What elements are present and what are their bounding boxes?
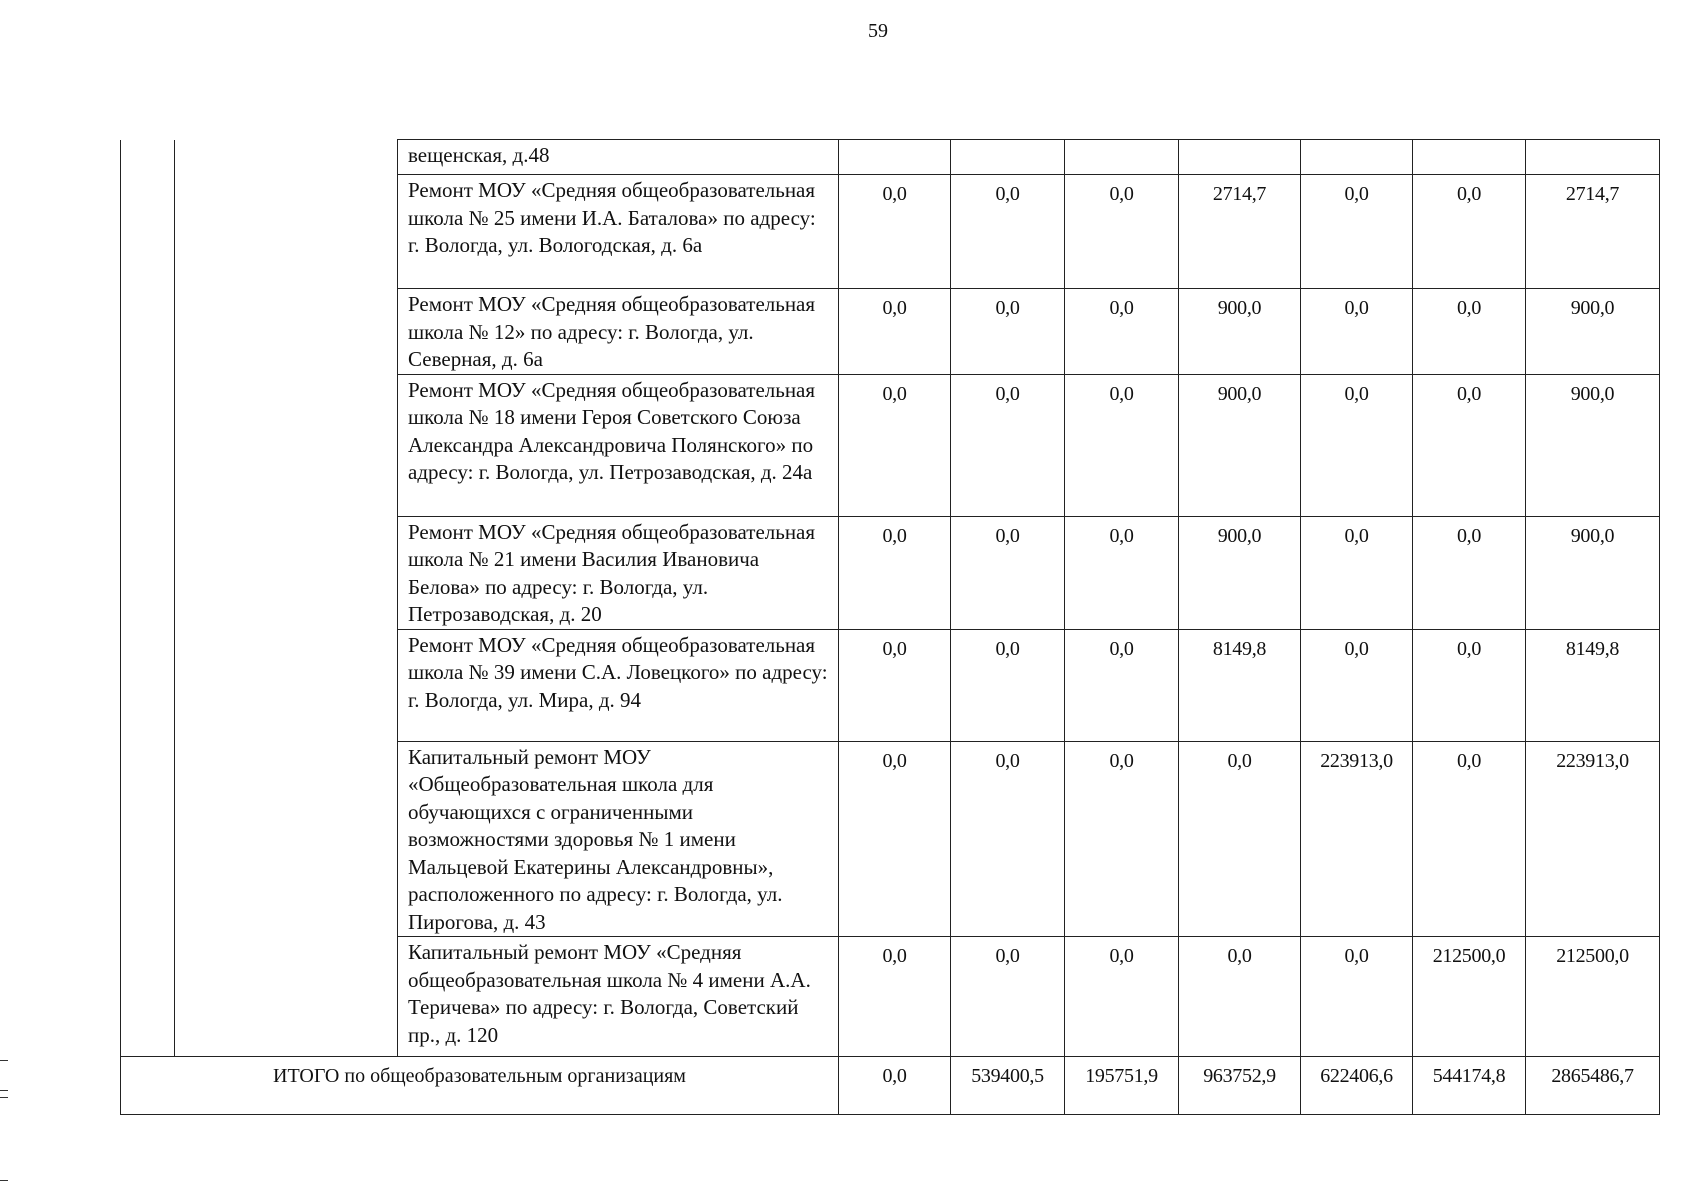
value-cell: 0,0 bbox=[1301, 937, 1413, 1057]
value-cell: 0,0 bbox=[839, 289, 951, 375]
total-value-cell: 544174,8 bbox=[1413, 1057, 1526, 1115]
value-cell: 0,0 bbox=[1065, 937, 1179, 1057]
row-description: Капитальный ремонт МОУ «Общеобразовательная школа для обучающихся с ограниченными возможностями здоровья № 1 имени Мальцевой Екатерины Александровны», расположенного по адресу: г. Вологда, ул. Пирогова, д. 43 bbox=[398, 741, 839, 937]
row-description: Ремонт МОУ «Средняя общеобразовательная школа № 12» по адресу: г. Вологда, ул. Северная, д. 6а bbox=[398, 289, 839, 375]
value-cell: 0,0 bbox=[951, 374, 1065, 516]
scan-mark bbox=[0, 1097, 8, 1098]
value-cell bbox=[1179, 140, 1301, 175]
value-cell: 0,0 bbox=[839, 175, 951, 289]
value-cell: 900,0 bbox=[1526, 516, 1660, 629]
row-description: вещенская, д.48 bbox=[398, 140, 839, 175]
value-cell: 0,0 bbox=[1413, 741, 1526, 937]
value-cell: 0,0 bbox=[951, 937, 1065, 1057]
total-value-cell: 539400,5 bbox=[951, 1057, 1065, 1115]
value-cell: 0,0 bbox=[839, 741, 951, 937]
row-description: Ремонт МОУ «Средняя общеобразовательная школа № 21 имени Василия Ивановича Белова» по адресу: г. Вологда, ул. Петрозаводская, д. 20 bbox=[398, 516, 839, 629]
value-cell: 900,0 bbox=[1179, 516, 1301, 629]
value-cell: 0,0 bbox=[1301, 374, 1413, 516]
value-cell: 0,0 bbox=[1413, 175, 1526, 289]
value-cell: 0,0 bbox=[1065, 741, 1179, 937]
value-cell: 0,0 bbox=[1065, 516, 1179, 629]
value-cell: 0,0 bbox=[1413, 374, 1526, 516]
row-description: Ремонт МОУ «Средняя общеобразовательная школа № 39 имени С.А. Ловецкого» по адресу: г. Вологда, ул. Мира, д. 94 bbox=[398, 629, 839, 741]
value-cell: 8149,8 bbox=[1526, 629, 1660, 741]
value-cell: 0,0 bbox=[1413, 629, 1526, 741]
total-label: ИТОГО по общеобразовательным организациям bbox=[121, 1057, 839, 1115]
value-cell: 0,0 bbox=[951, 289, 1065, 375]
scan-mark bbox=[0, 1060, 8, 1061]
total-value-cell: 2865486,7 bbox=[1526, 1057, 1660, 1115]
value-cell bbox=[839, 140, 951, 175]
budget-table bbox=[120, 139, 1660, 1115]
scan-mark bbox=[0, 1180, 8, 1181]
value-cell: 0,0 bbox=[1301, 175, 1413, 289]
value-cell: 212500,0 bbox=[1413, 937, 1526, 1057]
value-cell: 8149,8 bbox=[1179, 629, 1301, 741]
value-cell: 0,0 bbox=[1065, 629, 1179, 741]
value-cell bbox=[1413, 140, 1526, 175]
value-cell: 0,0 bbox=[1065, 289, 1179, 375]
value-cell: 0,0 bbox=[951, 516, 1065, 629]
value-cell: 0,0 bbox=[951, 741, 1065, 937]
row-description: Капитальный ремонт МОУ «Средняя общеобразовательная школа № 4 имени А.А. Теричева» по адресу: г. Вологда, Советский пр., д. 120 bbox=[398, 937, 839, 1057]
value-cell bbox=[1301, 140, 1413, 175]
value-cell: 0,0 bbox=[1179, 937, 1301, 1057]
value-cell: 212500,0 bbox=[1526, 937, 1660, 1057]
value-cell: 0,0 bbox=[1413, 516, 1526, 629]
value-cell: 900,0 bbox=[1526, 374, 1660, 516]
row-description: Ремонт МОУ «Средняя общеобразовательная школа № 25 имени И.А. Баталова» по адресу: г. Вологда, ул. Вологодская, д. 6а bbox=[398, 175, 839, 289]
blank-cell-b bbox=[175, 140, 398, 1057]
value-cell: 0,0 bbox=[839, 629, 951, 741]
value-cell: 2714,7 bbox=[1179, 175, 1301, 289]
value-cell: 0,0 bbox=[1065, 374, 1179, 516]
value-cell: 0,0 bbox=[839, 516, 951, 629]
table-row bbox=[121, 140, 1660, 175]
value-cell: 0,0 bbox=[1301, 289, 1413, 375]
row-description: Ремонт МОУ «Средняя общеобразовательная школа № 18 имени Героя Советского Союза Александра Александровича Полянского» по адресу: г. Вологда, ул. Петрозаводская, д. 24а bbox=[398, 374, 839, 516]
value-cell: 223913,0 bbox=[1301, 741, 1413, 937]
value-cell: 0,0 bbox=[1301, 516, 1413, 629]
value-cell: 0,0 bbox=[1179, 741, 1301, 937]
blank-cell-a bbox=[121, 140, 175, 1057]
total-value-cell: 963752,9 bbox=[1179, 1057, 1301, 1115]
total-row bbox=[121, 1057, 1660, 1115]
page-number: 59 bbox=[868, 20, 888, 42]
value-cell: 0,0 bbox=[951, 629, 1065, 741]
total-value-cell: 622406,6 bbox=[1301, 1057, 1413, 1115]
value-cell: 0,0 bbox=[1065, 175, 1179, 289]
value-cell bbox=[1065, 140, 1179, 175]
value-cell: 0,0 bbox=[1301, 629, 1413, 741]
scan-mark bbox=[0, 1090, 8, 1091]
value-cell: 900,0 bbox=[1179, 374, 1301, 516]
value-cell: 2714,7 bbox=[1526, 175, 1660, 289]
value-cell: 900,0 bbox=[1179, 289, 1301, 375]
value-cell: 0,0 bbox=[951, 175, 1065, 289]
value-cell: 0,0 bbox=[839, 937, 951, 1057]
total-value-cell: 0,0 bbox=[839, 1057, 951, 1115]
value-cell: 0,0 bbox=[839, 374, 951, 516]
value-cell bbox=[951, 140, 1065, 175]
value-cell: 223913,0 bbox=[1526, 741, 1660, 937]
value-cell bbox=[1526, 140, 1660, 175]
total-value-cell: 195751,9 bbox=[1065, 1057, 1179, 1115]
value-cell: 900,0 bbox=[1526, 289, 1660, 375]
value-cell: 0,0 bbox=[1413, 289, 1526, 375]
